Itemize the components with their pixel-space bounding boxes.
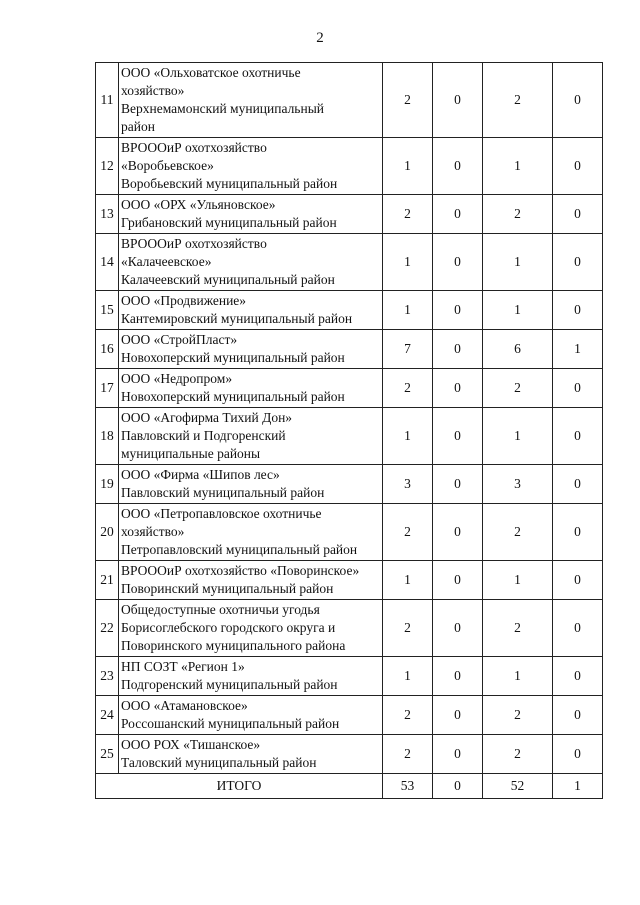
row-number: 20 — [96, 504, 119, 561]
total-v1: 53 — [383, 774, 433, 799]
row-value-v1: 2 — [383, 600, 433, 657]
total-v3: 52 — [483, 774, 553, 799]
row-value-v4: 0 — [553, 735, 603, 774]
table-row — [96, 330, 603, 369]
row-name-line: ООО РОХ «Тишанское» — [121, 737, 261, 752]
row-number: 12 — [96, 138, 119, 195]
row-number: 15 — [96, 291, 119, 330]
row-name — [119, 657, 383, 696]
row-value-v4: 0 — [553, 138, 603, 195]
row-value-v2: 0 — [433, 291, 483, 330]
row-value-v4: 0 — [553, 696, 603, 735]
row-name-line: ООО «Фирма «Шипов лес» — [121, 467, 280, 482]
row-number: 21 — [96, 561, 119, 600]
row-name-line: Поворинского муниципального района — [121, 638, 346, 653]
row-value-v1: 7 — [383, 330, 433, 369]
row-value-v1: 1 — [383, 657, 433, 696]
total-v4: 1 — [553, 774, 603, 799]
row-name — [119, 369, 383, 408]
row-value-v4: 0 — [553, 600, 603, 657]
row-name-line: ВРОООиР охотхозяйство «Поворинское» — [121, 563, 360, 578]
table-row — [96, 657, 603, 696]
row-value-v4: 0 — [553, 561, 603, 600]
row-name-line: «Воробьевское» — [121, 158, 214, 173]
row-name-line: ООО «Петропавловское охотничье — [121, 506, 322, 521]
row-name — [119, 735, 383, 774]
row-name-line: Воробьевский муниципальный район — [121, 176, 338, 191]
row-value-v3: 1 — [483, 408, 553, 465]
row-number: 16 — [96, 330, 119, 369]
page-number: 2 — [316, 30, 324, 46]
row-number: 23 — [96, 657, 119, 696]
hunting-grounds-table — [95, 62, 603, 799]
row-name-line: ООО «СтройПласт» — [121, 332, 238, 347]
row-number: 18 — [96, 408, 119, 465]
row-name-line: Подгоренский муниципальный район — [121, 677, 338, 692]
row-name — [119, 291, 383, 330]
row-value-v1: 2 — [383, 696, 433, 735]
row-name — [119, 234, 383, 291]
row-value-v3: 2 — [483, 369, 553, 408]
row-value-v1: 2 — [383, 735, 433, 774]
row-name-line: муниципальные районы — [121, 446, 261, 461]
total-v2: 0 — [433, 774, 483, 799]
table-row — [96, 291, 603, 330]
row-value-v4: 0 — [553, 465, 603, 504]
row-name-line: Грибановский муниципальный район — [121, 215, 337, 230]
row-value-v4: 0 — [553, 234, 603, 291]
row-value-v4: 0 — [553, 291, 603, 330]
row-value-v3: 2 — [483, 63, 553, 138]
row-value-v2: 0 — [433, 561, 483, 600]
row-value-v2: 0 — [433, 657, 483, 696]
row-value-v1: 2 — [383, 195, 433, 234]
row-name — [119, 408, 383, 465]
table-row — [96, 195, 603, 234]
row-value-v3: 2 — [483, 735, 553, 774]
row-value-v3: 1 — [483, 561, 553, 600]
table-row — [96, 600, 603, 657]
table-row — [96, 138, 603, 195]
row-number: 24 — [96, 696, 119, 735]
total-label: ИТОГО — [96, 774, 383, 799]
table-row — [96, 234, 603, 291]
table-body — [96, 63, 603, 774]
row-name-line: ООО «Продвижение» — [121, 293, 247, 308]
row-name — [119, 138, 383, 195]
total-row — [96, 774, 603, 799]
row-value-v3: 2 — [483, 600, 553, 657]
row-value-v1: 1 — [383, 561, 433, 600]
row-name-line: Кантемировский муниципальный район — [121, 311, 353, 326]
row-value-v2: 0 — [433, 195, 483, 234]
row-name-line: ООО «ОРХ «Ульяновское» — [121, 197, 276, 212]
row-value-v2: 0 — [433, 369, 483, 408]
row-value-v1: 1 — [383, 408, 433, 465]
row-name-line: «Калачеевское» — [121, 254, 212, 269]
row-value-v4: 0 — [553, 657, 603, 696]
table-row — [96, 465, 603, 504]
row-name-line: Борисоглебского городского округа и — [121, 620, 336, 635]
row-name-line: ВРОООиР охотхозяйство — [121, 140, 267, 155]
row-value-v3: 1 — [483, 138, 553, 195]
row-name-line: хозяйство» — [121, 524, 185, 539]
row-value-v2: 0 — [433, 234, 483, 291]
row-name-line: район — [121, 119, 155, 134]
row-value-v1: 3 — [383, 465, 433, 504]
row-name-line: Калачеевский муниципальный район — [121, 272, 335, 287]
row-number: 11 — [96, 63, 119, 138]
row-name-line: Петропавловский муниципальный район — [121, 542, 358, 557]
table-row — [96, 408, 603, 465]
table-row — [96, 735, 603, 774]
row-name-line: ООО «Ольховатское охотничье — [121, 65, 301, 80]
row-value-v1: 1 — [383, 291, 433, 330]
row-name — [119, 504, 383, 561]
row-value-v3: 2 — [483, 696, 553, 735]
row-value-v1: 2 — [383, 63, 433, 138]
row-value-v1: 2 — [383, 504, 433, 561]
row-value-v2: 0 — [433, 504, 483, 561]
table-row — [96, 561, 603, 600]
row-value-v2: 0 — [433, 408, 483, 465]
row-name — [119, 330, 383, 369]
row-value-v2: 0 — [433, 696, 483, 735]
row-value-v2: 0 — [433, 138, 483, 195]
row-name-line: НП СОЗТ «Регион 1» — [121, 659, 245, 674]
row-name-line: ООО «Агофирма Тихий Дон» — [121, 410, 293, 425]
table-row — [96, 63, 603, 138]
row-name-line: ВРОООиР охотхозяйство — [121, 236, 267, 251]
table-row — [96, 696, 603, 735]
row-value-v2: 0 — [433, 735, 483, 774]
row-value-v2: 0 — [433, 465, 483, 504]
row-number: 25 — [96, 735, 119, 774]
row-name-line: ООО «Недропром» — [121, 371, 233, 386]
row-value-v4: 1 — [553, 330, 603, 369]
row-name-line: Общедоступные охотничьи угодья — [121, 602, 320, 617]
row-value-v3: 3 — [483, 465, 553, 504]
row-value-v3: 1 — [483, 657, 553, 696]
row-name-line: Поворинский муниципальный район — [121, 581, 334, 596]
row-name-line: Верхнемамонский муниципальный — [121, 101, 324, 116]
table-row — [96, 504, 603, 561]
row-number: 14 — [96, 234, 119, 291]
row-number: 19 — [96, 465, 119, 504]
row-name-line: Таловский муниципальный район — [121, 755, 317, 770]
row-value-v3: 2 — [483, 195, 553, 234]
row-name-line: Павловский и Подгоренский — [121, 428, 286, 443]
row-value-v3: 2 — [483, 504, 553, 561]
row-name-line: Новохоперский муниципальный район — [121, 350, 345, 365]
row-name-line: Павловский муниципальный район — [121, 485, 325, 500]
row-name-line: хозяйство» — [121, 83, 185, 98]
row-value-v3: 1 — [483, 234, 553, 291]
row-value-v4: 0 — [553, 63, 603, 138]
row-name — [119, 465, 383, 504]
row-number: 22 — [96, 600, 119, 657]
row-value-v1: 1 — [383, 138, 433, 195]
row-value-v2: 0 — [433, 330, 483, 369]
row-value-v4: 0 — [553, 504, 603, 561]
row-value-v3: 1 — [483, 291, 553, 330]
row-value-v2: 0 — [433, 63, 483, 138]
row-name — [119, 195, 383, 234]
row-value-v4: 0 — [553, 195, 603, 234]
row-name — [119, 63, 383, 138]
row-name — [119, 600, 383, 657]
row-name-line: ООО «Атамановское» — [121, 698, 248, 713]
row-value-v3: 6 — [483, 330, 553, 369]
row-number: 13 — [96, 195, 119, 234]
row-value-v1: 1 — [383, 234, 433, 291]
row-value-v4: 0 — [553, 408, 603, 465]
row-name — [119, 696, 383, 735]
row-number: 17 — [96, 369, 119, 408]
row-value-v2: 0 — [433, 600, 483, 657]
row-name-line: Новохоперский муниципальный район — [121, 389, 345, 404]
table-row — [96, 369, 603, 408]
row-value-v1: 2 — [383, 369, 433, 408]
row-value-v4: 0 — [553, 369, 603, 408]
row-name-line: Россошанский муниципальный район — [121, 716, 340, 731]
row-name — [119, 561, 383, 600]
